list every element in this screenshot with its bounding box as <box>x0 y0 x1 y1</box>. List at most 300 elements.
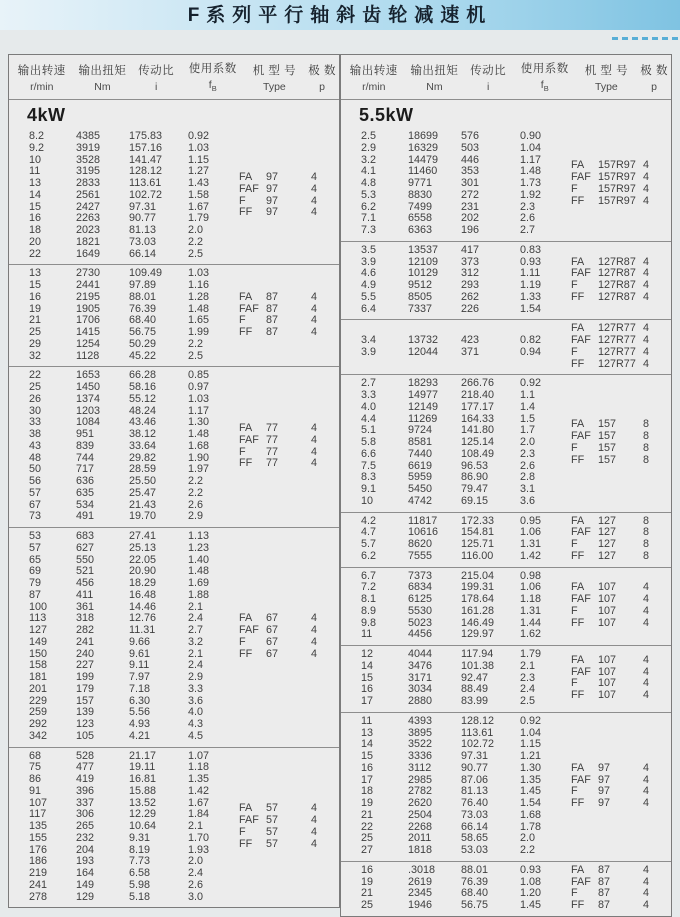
torque-cell: 361 <box>76 600 95 613</box>
speed-cell: 5.7 <box>361 538 377 550</box>
ratio-cell: 109.49 <box>129 267 163 280</box>
ratio-cell: 20.90 <box>129 565 157 578</box>
table-row <box>9 476 239 488</box>
column-label: 极 数 <box>308 64 336 77</box>
torque-cell: 12149 <box>408 400 439 413</box>
type-row <box>239 458 339 470</box>
poles-cell: 4 <box>311 302 318 315</box>
ratio-cell: 43.46 <box>129 416 157 429</box>
factor-cell: 1.04 <box>520 141 542 154</box>
ratio-block <box>9 128 339 264</box>
type-row <box>571 865 671 877</box>
speed-cell: 57 <box>29 541 42 554</box>
speed-cell: 17 <box>361 773 374 786</box>
torque-cell: 9771 <box>408 177 433 189</box>
type-size-cell: 127 <box>598 526 617 539</box>
type-size-cell: 87 <box>266 314 279 327</box>
table-5-5kw <box>340 54 672 917</box>
factor-cell: 1.15 <box>188 153 210 166</box>
factor-cell: 1.54 <box>520 302 542 315</box>
type-size-cell: 97 <box>598 785 611 798</box>
column-header-speed <box>341 62 407 93</box>
speed-cell: 7.2 <box>361 581 377 594</box>
type-row <box>239 292 339 304</box>
torque-cell: 1905 <box>76 302 101 315</box>
ratio-cell: 9.11 <box>129 659 150 672</box>
type-size-cell: 157R97 <box>598 171 636 184</box>
factor-cell: 2.1 <box>520 659 536 672</box>
speed-cell: 69 <box>29 565 42 578</box>
torque-cell: 1946 <box>408 899 433 911</box>
poles-cell: 4 <box>311 290 318 303</box>
factor-cell: 2.2 <box>520 844 536 856</box>
type-row <box>571 655 671 667</box>
type-row <box>571 280 671 292</box>
factor-cell: 2.6 <box>520 212 536 225</box>
factor-cell: 3.3 <box>188 682 204 695</box>
speed-cell: 21 <box>361 808 374 821</box>
factor-cell: 2.1 <box>188 820 204 832</box>
torque-cell: 7440 <box>408 447 433 460</box>
ratio-block <box>341 645 671 712</box>
speed-cell: 56 <box>29 475 42 487</box>
type-prefix-cell: FAF <box>571 267 591 280</box>
torque-cell: 7373 <box>408 569 433 582</box>
factor-cell: 1.69 <box>188 577 210 589</box>
table-row <box>9 833 239 845</box>
type-size-cell: 67 <box>266 635 279 648</box>
poles-cell: 8 <box>643 538 650 550</box>
type-prefix-cell: FAF <box>571 430 591 443</box>
type-size-cell: 87 <box>598 887 611 900</box>
speed-cell: 57 <box>29 486 42 499</box>
table-row <box>341 449 571 461</box>
type-size-cell: 97 <box>266 206 279 219</box>
ratio-cell: 7.73 <box>129 855 151 868</box>
ratio-cell: 25.13 <box>129 541 157 554</box>
poles-cell: 8 <box>643 526 650 539</box>
factor-cell: 1.17 <box>188 404 210 417</box>
type-size-cell: 67 <box>266 647 279 660</box>
type-prefix-cell: F <box>571 538 578 550</box>
type-size-cell: 127 <box>598 549 617 562</box>
poles-cell: 4 <box>311 814 318 827</box>
torque-cell: 1818 <box>408 844 433 856</box>
speed-cell: 3.3 <box>361 389 377 401</box>
speed-cell: 50 <box>29 463 42 476</box>
ratio-cell: 108.49 <box>461 447 495 460</box>
speed-cell: 2.7 <box>361 377 377 390</box>
column-label: 使用系数 <box>520 63 569 76</box>
ratio-cell: 172.33 <box>461 514 495 527</box>
table-row <box>341 245 571 257</box>
speed-cell: 48 <box>29 451 42 464</box>
speed-cell: 4.6 <box>361 267 377 280</box>
table-row <box>9 543 239 555</box>
type-size-cell: 127R87 <box>598 267 636 280</box>
ratio-cell: 141.47 <box>129 153 163 166</box>
factor-cell: 1.11 <box>520 267 541 280</box>
torque-cell: 2504 <box>408 808 433 821</box>
ratio-block <box>341 241 671 320</box>
data-rows <box>341 516 571 563</box>
table-row <box>9 190 239 202</box>
ratio-block <box>341 712 671 861</box>
speed-cell: 113 <box>29 612 47 625</box>
column-header-ratio <box>462 62 514 93</box>
column-unit-subscript: B <box>211 84 217 94</box>
factor-cell: 1.06 <box>520 526 542 539</box>
speed-cell: 3.9 <box>361 255 377 268</box>
column-header-type <box>244 62 306 93</box>
table-4kw <box>8 54 340 908</box>
factor-cell: 2.9 <box>188 510 204 523</box>
column-label: 传动比 <box>470 64 507 77</box>
type-size-cell: 157 <box>598 453 617 466</box>
type-list <box>239 423 339 470</box>
ratio-cell: 15.88 <box>129 784 157 797</box>
torque-cell: 8505 <box>408 290 433 303</box>
table-row <box>9 625 239 637</box>
type-row <box>571 678 671 690</box>
factor-cell: 1.5 <box>520 412 536 425</box>
table-header-row <box>341 55 671 100</box>
factor-cell: 0.98 <box>520 569 542 582</box>
table-row <box>341 798 571 810</box>
column-header-type <box>576 62 638 93</box>
type-size-cell: 57 <box>266 837 279 850</box>
ratio-cell: 90.77 <box>129 212 157 225</box>
table-row <box>9 280 239 292</box>
torque-cell: 5959 <box>408 471 433 484</box>
ratio-block <box>341 128 671 241</box>
type-prefix-cell: FA <box>571 761 585 774</box>
factor-cell: 3.2 <box>188 635 204 648</box>
ratio-cell: 28.59 <box>129 463 157 476</box>
column-unit: r/min <box>362 80 386 93</box>
torque-cell: 6619 <box>408 459 433 472</box>
type-prefix-cell: FAF <box>239 182 259 195</box>
torque-cell: 12044 <box>408 345 439 358</box>
column-unit-subscript: B <box>543 84 549 94</box>
type-row <box>239 625 339 637</box>
speed-cell: 4.0 <box>361 400 377 413</box>
ratio-cell: 4.93 <box>129 718 151 730</box>
ratio-cell: 373 <box>461 255 480 268</box>
column-label: 输出扭矩 <box>78 64 127 77</box>
poles-cell: 4 <box>643 581 650 594</box>
torque-cell: 521 <box>76 565 95 578</box>
type-prefix-cell: F <box>571 441 578 454</box>
ratio-cell: 12.29 <box>129 808 157 821</box>
ratio-cell: 7.18 <box>129 682 151 695</box>
table-row <box>9 500 239 512</box>
type-prefix-cell: FAF <box>571 593 591 605</box>
ratio-cell: 353 <box>461 165 480 178</box>
data-rows <box>341 865 571 912</box>
speed-cell: 219 <box>29 867 48 879</box>
column-unit: p <box>651 80 658 93</box>
factor-cell: 0.97 <box>188 381 210 393</box>
torque-cell: 491 <box>76 510 95 523</box>
table-row <box>9 786 239 798</box>
factor-cell: 1.31 <box>520 604 542 617</box>
type-size-cell: 157R97 <box>598 194 636 207</box>
factor-cell: 0.95 <box>520 514 542 527</box>
torque-cell: 1254 <box>76 337 101 350</box>
torque-cell: 534 <box>76 498 95 511</box>
poles-cell: 4 <box>643 677 650 690</box>
factor-cell: 1.90 <box>188 451 210 464</box>
column-label: 传动比 <box>138 64 175 77</box>
torque-cell: 2620 <box>408 797 433 809</box>
ratio-cell: 102.72 <box>461 738 495 751</box>
ratio-cell: 177.17 <box>461 400 495 413</box>
type-row <box>571 888 671 900</box>
table-row <box>341 649 571 661</box>
torque-cell: 2619 <box>408 875 433 888</box>
data-rows <box>341 378 571 507</box>
speed-cell: 25 <box>29 326 42 338</box>
table-row <box>9 531 239 543</box>
type-prefix-cell: F <box>239 314 246 327</box>
factor-cell: 2.9 <box>188 671 204 683</box>
ratio-cell: 154.81 <box>461 526 495 539</box>
column-header-factor <box>182 60 244 93</box>
factor-cell: 1.42 <box>188 784 210 797</box>
speed-cell: 13 <box>29 177 42 189</box>
ratio-cell: 503 <box>461 141 480 154</box>
torque-cell: 528 <box>76 749 95 762</box>
torque-cell: 7499 <box>408 200 433 213</box>
poles-cell: 4 <box>311 171 318 184</box>
torque-cell: 11269 <box>408 412 438 425</box>
ratio-cell: 81.13 <box>461 785 489 798</box>
speed-cell: 17 <box>361 695 374 707</box>
data-rows <box>341 716 571 857</box>
table-row <box>9 892 239 904</box>
poles-cell: 8 <box>643 549 650 562</box>
type-prefix-cell: FAF <box>571 665 591 678</box>
factor-cell: 1.40 <box>188 553 210 566</box>
table-row <box>9 464 239 476</box>
type-row <box>571 606 671 618</box>
type-prefix-cell: FA <box>239 612 253 625</box>
speed-cell: 26 <box>29 392 42 405</box>
type-list <box>239 292 339 339</box>
factor-cell: 2.0 <box>520 832 536 845</box>
type-prefix-cell: FAF <box>571 171 591 184</box>
ratio-cell: 6.58 <box>129 867 151 879</box>
table-row <box>9 429 239 441</box>
factor-cell: 1.18 <box>188 761 210 774</box>
poles-cell: 4 <box>643 761 650 774</box>
type-size-cell: 157R97 <box>598 159 636 172</box>
type-prefix-cell: F <box>239 194 246 207</box>
factor-cell: 1.07 <box>188 749 210 762</box>
poles-cell: 4 <box>643 887 650 900</box>
ratio-cell: 4.21 <box>129 729 151 742</box>
torque-cell: 2441 <box>76 279 101 291</box>
table-row <box>9 339 239 351</box>
data-rows <box>341 131 571 237</box>
table-row <box>341 190 571 202</box>
ratio-cell: 128.12 <box>461 714 495 727</box>
ratio-cell: 88.49 <box>461 683 489 696</box>
torque-cell: 683 <box>76 530 95 542</box>
column-unit: r/min <box>30 80 54 93</box>
type-size-cell: 107 <box>598 604 617 617</box>
factor-cell: 4.3 <box>188 718 204 730</box>
factor-cell: 2.2 <box>188 475 204 487</box>
ratio-cell: 218.40 <box>461 389 495 401</box>
poles-cell: 8 <box>643 441 650 454</box>
factor-cell: 1.67 <box>188 200 210 213</box>
column-label: 机 型 号 <box>584 64 629 77</box>
speed-cell: 150 <box>29 647 48 660</box>
poles-cell: 4 <box>643 322 650 335</box>
factor-cell: 1.03 <box>188 267 210 280</box>
column-header-speed <box>9 62 75 93</box>
speed-cell: 20 <box>29 235 42 248</box>
factor-cell: 1.27 <box>188 165 210 178</box>
ratio-cell: 146.49 <box>461 616 495 629</box>
torque-cell: 6558 <box>408 212 433 225</box>
type-prefix-cell: F <box>571 279 578 291</box>
factor-cell: 1.73 <box>520 177 542 189</box>
ratio-cell: 58.16 <box>129 381 157 393</box>
column-header-torque <box>407 62 463 93</box>
type-prefix-cell: FF <box>239 647 253 660</box>
torque-cell: 5450 <box>408 483 433 495</box>
torque-cell: 282 <box>76 624 95 636</box>
poles-cell: 4 <box>311 837 318 850</box>
speed-cell: 201 <box>29 682 48 695</box>
speed-cell: 117 <box>29 808 47 821</box>
ratio-cell: 29.82 <box>129 451 157 464</box>
speed-cell: 11 <box>361 714 373 727</box>
torque-cell: 4385 <box>76 130 101 142</box>
speed-cell: 2.9 <box>361 141 377 154</box>
data-rows <box>9 131 239 260</box>
factor-cell: 1.45 <box>520 899 542 911</box>
type-list <box>239 172 339 219</box>
factor-cell: 1.7 <box>520 424 536 437</box>
type-row <box>571 292 671 304</box>
type-prefix-cell: FAF <box>571 875 591 888</box>
type-size-cell: 97 <box>598 773 611 786</box>
factor-cell: 1.04 <box>520 726 542 739</box>
data-rows <box>9 751 239 904</box>
torque-cell: 1374 <box>76 392 101 405</box>
ratio-cell: 19.70 <box>129 510 157 523</box>
table-row <box>341 673 571 685</box>
factor-cell: 1.93 <box>188 843 210 856</box>
ratio-cell: 9.61 <box>129 647 151 660</box>
table-row <box>341 496 571 508</box>
type-size-cell: 77 <box>266 457 279 470</box>
speed-cell: 79 <box>29 577 42 589</box>
torque-cell: 193 <box>76 855 95 868</box>
speed-cell: 15 <box>29 200 42 213</box>
type-prefix-cell: FF <box>239 206 253 219</box>
torque-cell: 149 <box>76 878 95 891</box>
speed-cell: 25 <box>361 899 374 911</box>
factor-cell: 1.48 <box>188 428 210 440</box>
type-list <box>571 763 671 810</box>
speed-cell: 181 <box>29 671 48 683</box>
ratio-cell: 27.41 <box>129 530 157 542</box>
torque-cell: 3919 <box>76 141 101 154</box>
type-row <box>239 839 339 851</box>
ratio-cell: 8.19 <box>129 843 151 856</box>
torque-cell: 11817 <box>408 514 438 527</box>
speed-cell: 67 <box>29 498 42 511</box>
ratio-cell: 92.47 <box>461 671 489 684</box>
table-row <box>341 763 571 775</box>
speed-cell: 292 <box>29 718 48 730</box>
torque-cell: 1821 <box>76 235 101 248</box>
type-size-cell: 157 <box>598 441 617 454</box>
torque-cell: 3528 <box>76 153 101 166</box>
type-row <box>571 455 671 467</box>
torque-cell: 2345 <box>408 887 433 900</box>
table-row <box>341 716 571 728</box>
ratio-cell: 97.31 <box>461 750 489 762</box>
type-row <box>571 900 671 912</box>
column-header-torque <box>75 62 131 93</box>
speed-cell: 5.5 <box>361 290 377 303</box>
type-size-cell: 127 <box>598 514 617 527</box>
torque-cell: 635 <box>76 486 95 499</box>
factor-cell: 4.0 <box>188 706 204 719</box>
ratio-cell: 293 <box>461 279 480 291</box>
table-row <box>9 868 239 880</box>
torque-cell: 14479 <box>408 153 439 166</box>
speed-cell: 22 <box>29 247 42 260</box>
power-heading: 4kW <box>27 105 66 125</box>
ratio-cell: 50.29 <box>129 337 157 350</box>
ratio-cell: 5.98 <box>129 878 151 891</box>
speed-cell: 241 <box>29 878 48 891</box>
table-row <box>9 637 239 649</box>
type-prefix-cell: FF <box>571 616 585 629</box>
poles-cell: 4 <box>643 357 650 370</box>
data-rows <box>341 335 571 359</box>
torque-cell: 411 <box>76 588 94 601</box>
factor-cell: 1.30 <box>188 416 210 429</box>
torque-cell: 839 <box>76 439 95 452</box>
ratio-cell: 66.14 <box>129 247 157 260</box>
torque-cell: 636 <box>76 475 95 487</box>
factor-cell: 2.6 <box>520 459 536 472</box>
table-row <box>341 696 571 708</box>
ratio-cell: 199.31 <box>461 581 495 594</box>
type-row <box>239 196 339 208</box>
factor-cell: 2.6 <box>188 498 204 511</box>
torque-cell: .3018 <box>408 863 436 876</box>
table-row <box>9 672 239 684</box>
ratio-cell: 45.22 <box>129 349 157 362</box>
poles-cell: 4 <box>643 182 650 195</box>
torque-cell: 3195 <box>76 165 101 178</box>
factor-cell: 0.92 <box>188 130 210 142</box>
ratio-cell: 175.83 <box>129 130 163 142</box>
type-prefix-cell: F <box>239 825 246 838</box>
torque-cell: 550 <box>76 553 95 566</box>
poles-cell: 4 <box>643 665 650 678</box>
ratio-cell: 423 <box>461 334 480 346</box>
